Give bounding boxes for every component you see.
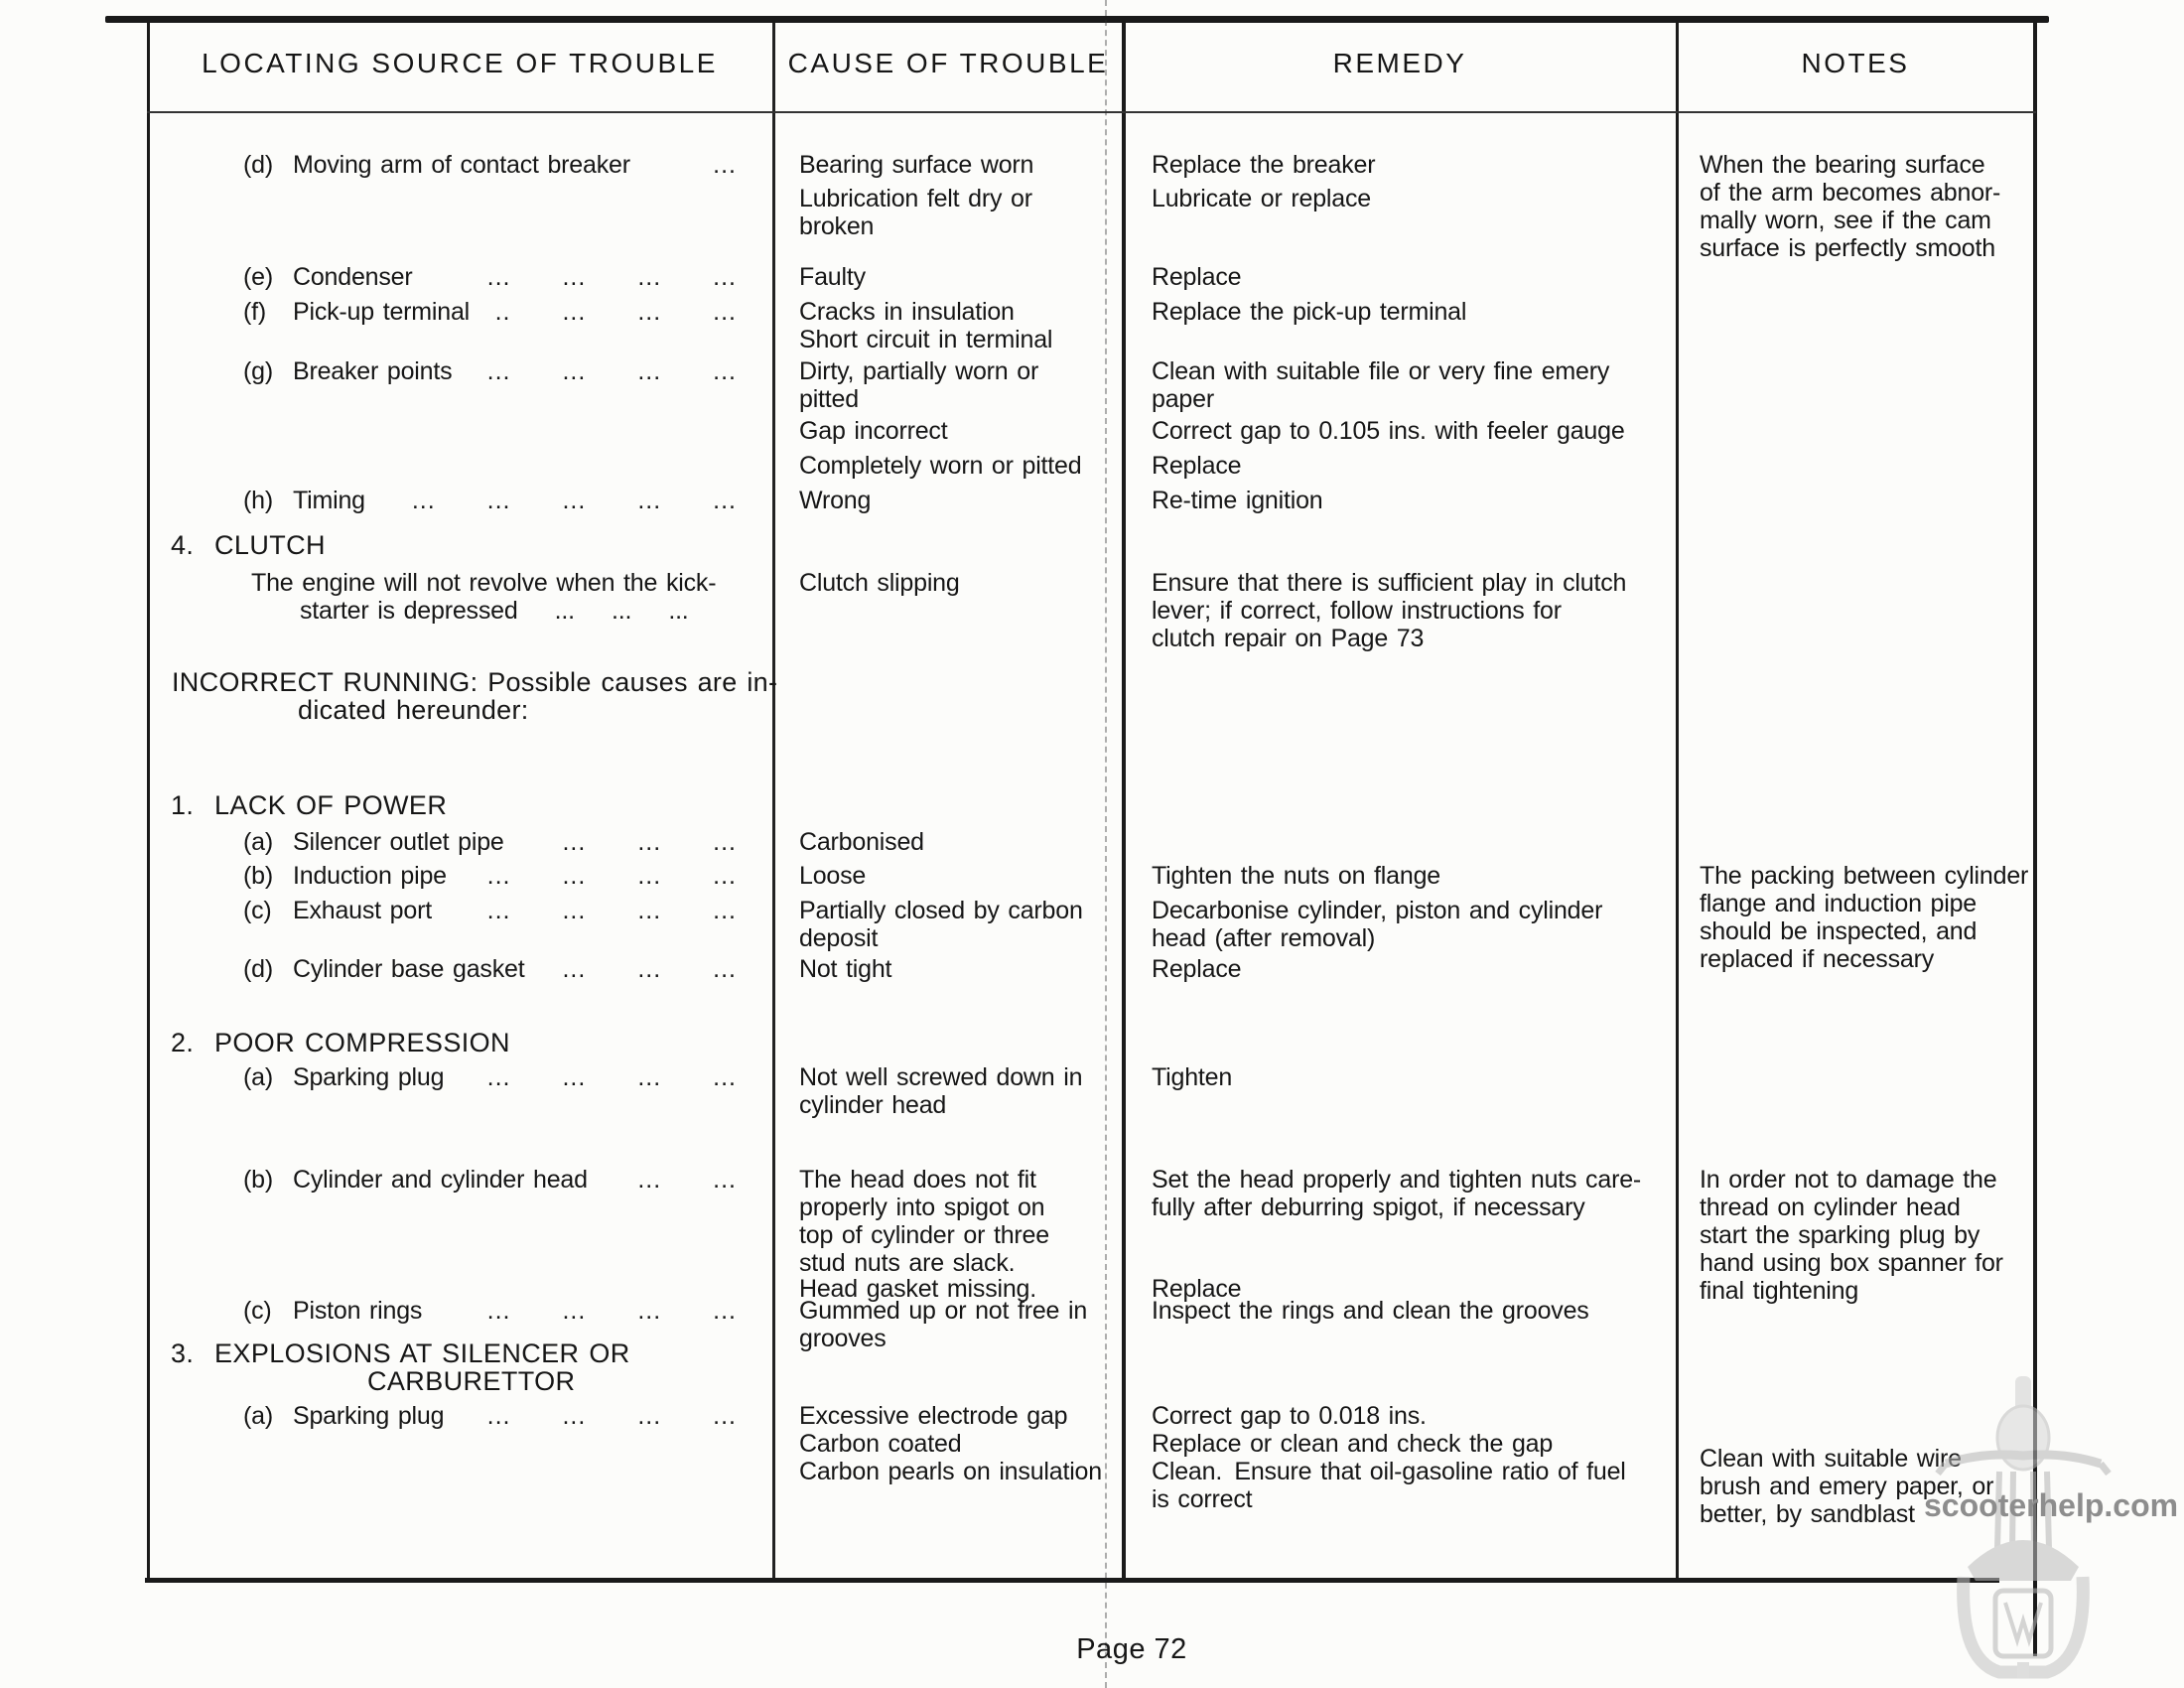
source-item — [147, 955, 772, 983]
item-text: Cylinder and cylinder head — [293, 1166, 588, 1194]
cause-cell — [799, 185, 1127, 240]
remedy-cell — [1152, 897, 1663, 952]
text-line: Tighten the nuts on flange — [1152, 862, 1440, 890]
source-cell — [147, 1402, 772, 1430]
source-cell — [147, 298, 772, 326]
remedy-cell — [1152, 955, 1663, 983]
item-label: (e) — [243, 263, 273, 291]
source-item — [147, 357, 772, 385]
source-item — [147, 1402, 772, 1430]
table-border-bottom — [145, 1578, 1999, 1583]
text-line: Clutch slipping — [799, 569, 960, 597]
source-paragraph-line: starter is depressed ... ... ... — [300, 597, 689, 625]
section-text: CARBURETTOR — [367, 1366, 576, 1396]
cause-cell — [799, 487, 1127, 514]
section-number: 1. — [171, 790, 195, 820]
item-label: (d) — [243, 955, 273, 983]
text-line: Ensure that there is sufficient play in clutch — [1152, 569, 1627, 597]
section-text: POOR COMPRESSION — [214, 1028, 510, 1057]
column-header-notes: NOTES — [1801, 48, 1910, 78]
table-border-top — [105, 16, 2049, 23]
item-label: (b) — [243, 1166, 273, 1194]
source-cell — [147, 1297, 772, 1325]
leader-dots: ... ... ... — [562, 955, 737, 983]
text-line: Short circuit in terminal — [799, 326, 1053, 353]
source-item — [147, 151, 772, 179]
text-line: Head gasket missing. — [799, 1275, 1037, 1303]
text-line: lever; if correct, follow instructions for — [1152, 597, 1562, 625]
section-number: 2. — [171, 1028, 195, 1057]
text-line: Carbonised — [799, 828, 924, 856]
source-cell — [147, 897, 772, 924]
source-paragraph-line: dicated hereunder: — [298, 695, 529, 725]
section-title — [147, 1339, 772, 1367]
item-text: Exhaust port — [293, 897, 432, 924]
text-line: Replace — [1152, 263, 1242, 291]
cause-cell — [799, 1297, 1127, 1352]
text-line: Correct gap to 0.105 ins. with feeler gauge — [1152, 417, 1625, 445]
leader-dots: ... ... ... ... — [486, 862, 737, 890]
item-label: (a) — [243, 1063, 273, 1091]
source-item — [147, 828, 772, 856]
text-line: Dirty, partially worn or — [799, 357, 1039, 385]
item-text: Induction pipe — [293, 862, 447, 890]
item-label: (a) — [243, 1402, 273, 1430]
scooter-watermark — [1934, 1372, 2113, 1680]
text-line: Replace — [1152, 955, 1242, 983]
item-text: Silencer outlet pipe — [293, 828, 504, 856]
cause-cell — [799, 357, 1127, 413]
text-line: Clean. Ensure that oil-gasoline ratio of fuel — [1152, 1458, 1626, 1485]
section-text: LACK OF POWER — [214, 790, 448, 820]
cause-cell — [799, 897, 1127, 952]
source-item — [147, 263, 772, 291]
source-cell — [147, 955, 772, 983]
source-item — [147, 1063, 772, 1091]
item-label: (h) — [243, 487, 273, 514]
remedy-cell — [1152, 487, 1663, 514]
column-divider-1 — [772, 23, 775, 1580]
text-line: thread on cylinder head — [1700, 1194, 1961, 1221]
remedy-cell — [1152, 263, 1663, 291]
text-line: better, by sandblast — [1700, 1500, 1915, 1528]
source-cell — [147, 667, 778, 725]
item-label: (c) — [243, 1297, 272, 1325]
text-line: flange and induction pipe — [1700, 890, 1978, 917]
source-cell — [147, 1029, 772, 1056]
text-line: mally worn, see if the cam — [1700, 207, 1991, 234]
cause-cell — [799, 1166, 1127, 1277]
column-header-locating: LOCATING SOURCE OF TROUBLE — [202, 48, 718, 78]
text-line: The packing between cylinder — [1700, 862, 2029, 890]
source-cell — [147, 828, 772, 856]
text-line: broken — [799, 212, 875, 240]
leader-dots: ... ... ... ... — [486, 357, 737, 385]
text-line: In order not to damage the — [1700, 1166, 1997, 1194]
leader-dots: ... ... ... ... — [486, 1297, 737, 1325]
text-line: Re-time ignition — [1152, 487, 1323, 514]
source-paragraph-line: The engine will not revolve when the kick- — [251, 569, 717, 597]
text-line: Not well screwed down in — [799, 1063, 1083, 1091]
remedy-cell — [1152, 1063, 1663, 1091]
text-line: brush and emery paper, or — [1700, 1473, 1994, 1500]
remedy-cell — [1152, 298, 1663, 326]
column-divider-3 — [1676, 23, 1679, 1580]
cause-cell — [799, 828, 1127, 856]
text-line: Clean with suitable file or very fine emery — [1152, 357, 1610, 385]
text-line: Gummed up or not free in — [799, 1297, 1088, 1325]
source-cell — [147, 1166, 772, 1194]
leader-dots: .. ... ... ... — [494, 298, 737, 326]
column-header-cause: CAUSE OF TROUBLE — [787, 48, 1109, 78]
section-title — [147, 1029, 772, 1056]
section-text: EXPLOSIONS AT SILENCER OR — [214, 1338, 630, 1368]
source-cell — [147, 1339, 772, 1395]
text-line: Faulty — [799, 263, 866, 291]
remedy-cell — [1152, 452, 1663, 480]
text-line: Gap incorrect — [799, 417, 948, 445]
text-line: Replace — [1152, 452, 1242, 480]
source-cell — [147, 263, 772, 291]
cause-cell — [799, 151, 1127, 179]
remedy-cell — [1152, 1402, 1663, 1513]
source-item — [147, 897, 772, 924]
source-cell — [147, 151, 772, 179]
section-title — [147, 531, 772, 559]
text-line: Replace the breaker — [1152, 151, 1376, 179]
text-line: fully after deburring spigot, if necessary — [1152, 1194, 1585, 1221]
source-item — [147, 1297, 772, 1325]
text-line: Wrong — [799, 487, 872, 514]
source-cell — [147, 569, 772, 625]
source-item — [147, 862, 772, 890]
item-label: (b) — [243, 862, 273, 890]
section-text: CLUTCH — [214, 530, 326, 560]
text-line: Loose — [799, 862, 867, 890]
notes-cell — [1700, 151, 2042, 262]
text-line: should be inspected, and — [1700, 917, 1978, 945]
remedy-cell — [1152, 357, 1663, 413]
cause-cell — [799, 569, 1127, 597]
leader-dots: ... ... — [637, 1166, 737, 1194]
item-text: Sparking plug — [293, 1063, 445, 1091]
notes-cell — [1700, 862, 2042, 973]
remedy-cell — [1152, 1297, 1663, 1325]
item-text: Pick-up terminal — [293, 298, 471, 326]
section-title — [147, 791, 772, 819]
remedy-cell — [1152, 862, 1663, 890]
text-line: Excessive electrode gap — [799, 1402, 1068, 1430]
cause-cell — [799, 1063, 1127, 1119]
text-line: When the bearing surface — [1700, 151, 1985, 179]
text-line: Carbon coated — [799, 1430, 962, 1458]
text-line: stud nuts are slack. — [799, 1249, 1016, 1277]
remedy-cell — [1152, 569, 1663, 652]
text-line: Clean with suitable wire — [1700, 1445, 1962, 1473]
section-number: 4. — [171, 530, 195, 560]
item-text: Condenser — [293, 263, 413, 291]
text-line: Tighten — [1152, 1063, 1233, 1091]
text-line: Decarbonise cylinder, piston and cylinder — [1152, 897, 1603, 924]
item-label: (g) — [243, 357, 273, 385]
text-line: top of cylinder or three — [799, 1221, 1049, 1249]
source-item — [147, 298, 772, 326]
cause-cell — [799, 955, 1127, 983]
item-label: (c) — [243, 897, 272, 924]
text-line: paper — [1152, 385, 1214, 413]
text-line: clutch repair on Page 73 — [1152, 625, 1425, 652]
item-text: Cylinder base gasket — [293, 955, 525, 983]
leader-dots: ... ... ... ... — [486, 263, 737, 291]
text-line: is correct — [1152, 1485, 1253, 1513]
leader-dots: ... — [713, 151, 737, 179]
source-paragraph-line: INCORRECT RUNNING: Possible causes are in- — [172, 667, 778, 697]
item-label: (f) — [243, 298, 266, 326]
notes-cell — [1700, 1166, 2042, 1305]
source-cell — [147, 531, 772, 559]
source-cell — [147, 357, 772, 385]
remedy-cell — [1152, 185, 1663, 212]
cause-cell — [799, 862, 1127, 890]
remedy-cell — [1152, 1166, 1663, 1221]
text-line: Not tight — [799, 955, 892, 983]
text-line: Inspect the rings and clean the grooves — [1152, 1297, 1589, 1325]
header-separator — [147, 111, 2036, 113]
watermark-text: scooterhelp.com — [1924, 1487, 2179, 1523]
text-line: Completely worn or pitted — [799, 452, 1082, 480]
source-item — [147, 487, 772, 514]
item-label: (d) — [243, 151, 273, 179]
cause-cell — [799, 298, 1127, 353]
text-line: Lubrication felt dry or — [799, 185, 1032, 212]
leader-dots: ... ... ... ... — [486, 897, 737, 924]
cause-cell — [799, 452, 1127, 480]
remedy-cell — [1152, 417, 1663, 445]
text-line: properly into spigot on — [799, 1194, 1045, 1221]
item-text: Moving arm of contact breaker — [293, 151, 630, 179]
section-title — [147, 1367, 772, 1395]
text-line: cylinder head — [799, 1091, 947, 1119]
item-text: Timing — [293, 487, 365, 514]
source-item — [147, 1166, 772, 1194]
text-line: Replace — [1152, 1275, 1242, 1303]
column-header-remedy: REMEDY — [1332, 48, 1467, 78]
cause-cell — [799, 417, 1127, 445]
leader-dots: ... ... ... ... — [486, 1063, 737, 1091]
text-line: pitted — [799, 385, 859, 413]
item-label: (a) — [243, 828, 273, 856]
text-line: start the sparking plug by — [1700, 1221, 1980, 1249]
text-line: replaced if necessary — [1700, 945, 1935, 973]
cause-cell — [799, 1402, 1127, 1485]
text-line: The head does not fit — [799, 1166, 1036, 1194]
text-line: final tightening — [1700, 1277, 1859, 1305]
text-line: deposit — [799, 924, 879, 952]
text-line: Carbon pearls on insulation — [799, 1458, 1102, 1485]
text-line: Cracks in insulation — [799, 298, 1015, 326]
source-cell — [147, 1063, 772, 1091]
page-number: Page 72 — [1076, 1633, 1187, 1665]
text-line: Replace or clean and check the gap — [1152, 1430, 1554, 1458]
cause-cell — [799, 263, 1127, 291]
item-text: Sparking plug — [293, 1402, 445, 1430]
source-cell — [147, 791, 772, 819]
remedy-cell — [1152, 151, 1663, 179]
item-text: Breaker points — [293, 357, 453, 385]
text-line: Bearing surface worn — [799, 151, 1034, 179]
text-line: head (after removal) — [1152, 924, 1376, 952]
text-line: Lubricate or replace — [1152, 185, 1371, 212]
section-number: 3. — [171, 1338, 195, 1368]
text-line: Set the head properly and tighten nuts care- — [1152, 1166, 1642, 1194]
text-line: surface is perfectly smooth — [1700, 234, 1995, 262]
source-cell — [147, 862, 772, 890]
leader-dots: ... ... ... ... — [486, 1402, 737, 1430]
leader-dots: ... ... ... ... ... — [411, 487, 737, 514]
text-line: grooves — [799, 1325, 887, 1352]
text-line: Correct gap to 0.018 ins. — [1152, 1402, 1427, 1430]
text-line: hand using box spanner for — [1700, 1249, 2003, 1277]
text-line: Replace the pick-up terminal — [1152, 298, 1467, 326]
text-line: Partially closed by carbon — [799, 897, 1083, 924]
source-cell — [147, 487, 772, 514]
leader-dots: ... ... ... — [562, 828, 737, 856]
text-line: of the arm becomes abnor- — [1700, 179, 2001, 207]
item-text: Piston rings — [293, 1297, 423, 1325]
